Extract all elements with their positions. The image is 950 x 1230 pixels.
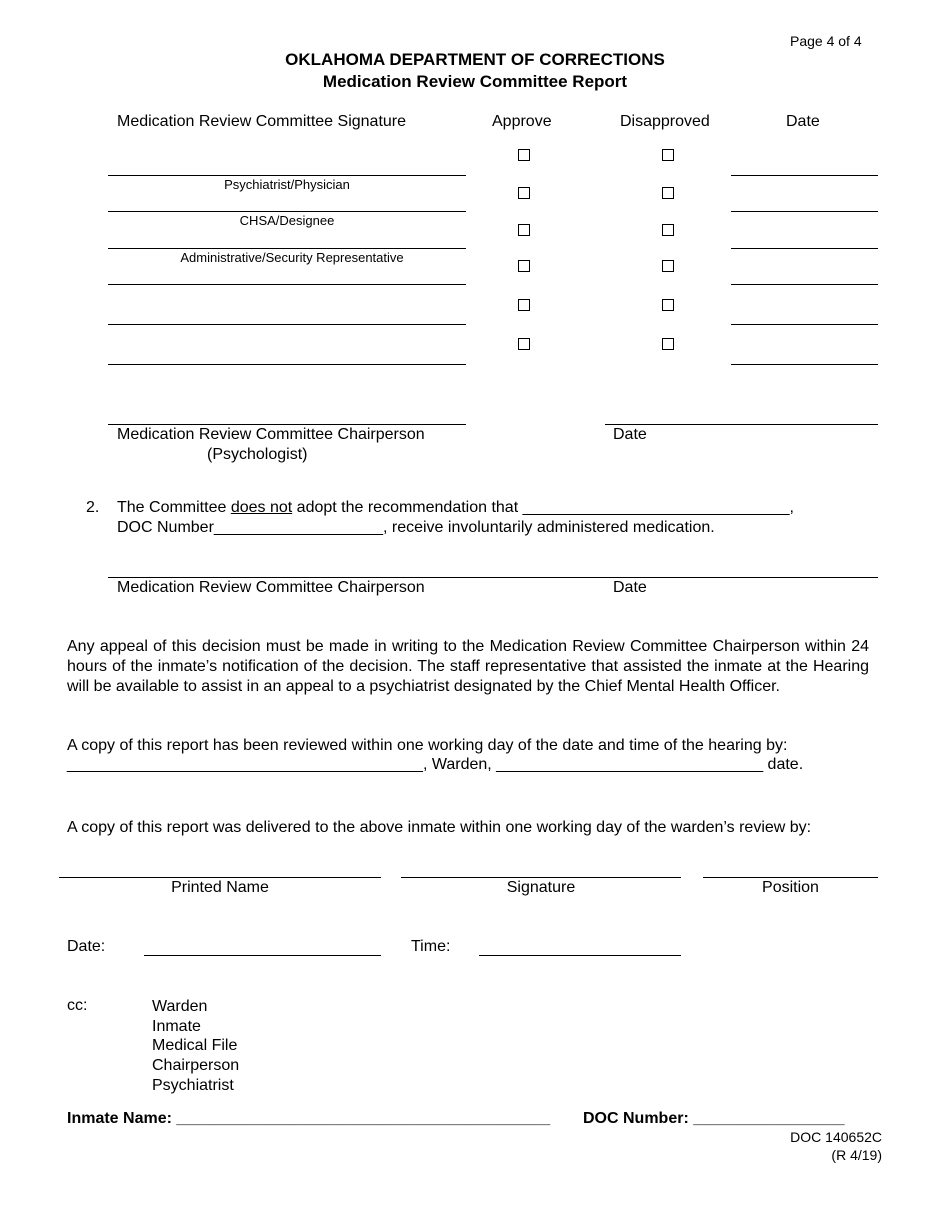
- disapproved-column-header: Disapproved: [620, 113, 710, 130]
- disapproved-checkbox[interactable]: [662, 187, 674, 199]
- date-line[interactable]: [731, 284, 878, 285]
- role-label: Psychiatrist/Physician: [224, 177, 350, 192]
- chairperson-date-label: Date: [613, 426, 647, 443]
- cc-recipient: Chairperson: [152, 1057, 240, 1075]
- chairperson-date-line[interactable]: [605, 424, 878, 425]
- item-number: 2.: [86, 499, 100, 516]
- date-line[interactable]: [731, 211, 878, 212]
- date-line[interactable]: [731, 364, 878, 365]
- chairperson-2-signature-line[interactable]: [108, 577, 878, 578]
- page-number: Page 4 of 4: [790, 33, 862, 49]
- form-number: DOC 140652C: [790, 1129, 882, 1145]
- cc-recipient: Warden: [152, 998, 208, 1015]
- chairperson-2-date-label: Date: [613, 579, 647, 596]
- appeal-paragraph: Any appeal of this decision must be made in writing to the Medication Review Committee Chairperson within 24 hours of the inmate’s notification of the decision. The staff representative that assisted the inmate at the Hearing will be available to assist in an appeal to a psychiatrist designated by the Chief Mental Health Officer.: [67, 638, 869, 695]
- chairperson-2-label: Medication Review Committee Chairperson: [117, 579, 425, 596]
- signature-line[interactable]: [108, 211, 466, 212]
- cc-recipient: Inmate: [152, 1017, 201, 1035]
- approve-checkbox[interactable]: [518, 187, 530, 199]
- signature-line[interactable]: [108, 248, 466, 249]
- approve-checkbox[interactable]: [518, 299, 530, 311]
- signature-line-delivery[interactable]: [401, 877, 681, 878]
- signature-label: Signature: [506, 879, 576, 896]
- cc-recipient: Medical File: [152, 1037, 238, 1055]
- chairperson-label: Medication Review Committee Chairperson: [117, 426, 425, 443]
- review-paragraph: A copy of this report has been reviewed within one working day of the date and time of the hearing by:: [67, 737, 788, 754]
- approve-column-header: Approve: [492, 113, 552, 130]
- date-line[interactable]: [731, 248, 878, 249]
- doc-number-field[interactable]: DOC Number: _________________: [583, 1110, 845, 1127]
- cc-recipient: Psychiatrist: [152, 1076, 234, 1094]
- disapproved-checkbox[interactable]: [662, 299, 674, 311]
- printed-name-line[interactable]: [59, 877, 381, 878]
- date-input-line[interactable]: [144, 955, 381, 956]
- does-not-emphasis: does not: [230, 499, 293, 516]
- inmate-name-field[interactable]: Inmate Name: __________________________________________: [67, 1110, 551, 1127]
- chairperson-sublabel: (Psychologist): [207, 446, 308, 463]
- item2-line-2: DOC Number___________________, receive involuntarily administered medication.: [117, 519, 715, 536]
- role-label: Administrative/Security Representative: [180, 250, 404, 265]
- approve-checkbox[interactable]: [518, 260, 530, 272]
- time-label: Time:: [411, 938, 451, 955]
- approve-checkbox[interactable]: [518, 224, 530, 236]
- disapproved-checkbox[interactable]: [662, 260, 674, 272]
- signature-line[interactable]: [108, 364, 466, 365]
- position-line[interactable]: [703, 877, 878, 878]
- delivered-paragraph: A copy of this report was delivered to the above inmate within one working day of the warden’s review by:: [67, 819, 812, 836]
- disapproved-checkbox[interactable]: [662, 338, 674, 350]
- chairperson-signature-line[interactable]: [108, 424, 466, 425]
- date-line[interactable]: [731, 175, 878, 176]
- date-column-header: Date: [786, 113, 820, 130]
- signature-line[interactable]: [108, 284, 466, 285]
- signature-column-header: Medication Review Committee Signature: [117, 113, 407, 130]
- approve-checkbox[interactable]: [518, 149, 530, 161]
- disapproved-checkbox[interactable]: [662, 149, 674, 161]
- signature-line[interactable]: [108, 324, 466, 325]
- item2-text: adopt the recommendation that ______________________________,: [296, 499, 794, 516]
- cc-list: [152, 997, 239, 1096]
- printed-name-label: Printed Name: [171, 879, 269, 896]
- item2-line-1: [117, 499, 869, 517]
- form-title: Medication Review Committee Report: [322, 72, 628, 91]
- form-revision: (R 4/19): [831, 1147, 882, 1163]
- time-input-line[interactable]: [479, 955, 681, 956]
- agency-title: OKLAHOMA DEPARTMENT OF CORRECTIONS: [285, 50, 665, 69]
- role-label: CHSA/Designee: [239, 213, 335, 228]
- signature-line[interactable]: [108, 175, 466, 176]
- position-label: Position: [762, 879, 819, 896]
- warden-review-line: ________________________________________, Warden, ______________________________ date.: [67, 756, 804, 773]
- cc-label: cc:: [67, 997, 88, 1014]
- approve-checkbox[interactable]: [518, 338, 530, 350]
- date-label: Date:: [67, 938, 106, 955]
- disapproved-checkbox[interactable]: [662, 224, 674, 236]
- item2-text: The Committee: [117, 499, 227, 516]
- date-line[interactable]: [731, 324, 878, 325]
